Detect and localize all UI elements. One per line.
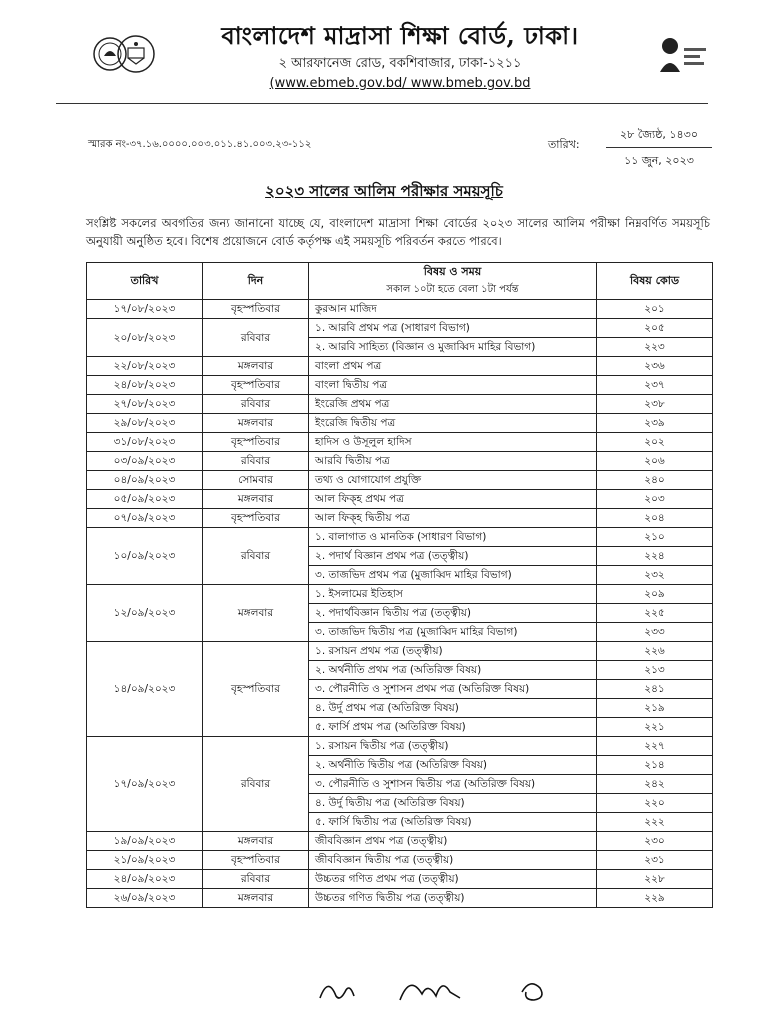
table-row xyxy=(87,509,713,528)
subject-cell: ৫. ফার্সি প্রথম পত্র (অতিরিক্ত বিষয়) xyxy=(309,718,597,737)
table-row xyxy=(87,414,713,433)
subject-cell: ৩. পৌরনীতি ও সুশাসন প্রথম পত্র (অতিরিক্ত বিষয়) xyxy=(309,680,597,699)
exam-day-cell: রবিবার xyxy=(203,319,309,357)
subject-cell: ৩. পৌরনীতি ও সুশাসন দ্বিতীয় পত্র (অতিরিক্ত বিষয়) xyxy=(309,775,597,794)
exam-day-cell: রবিবার xyxy=(203,737,309,832)
exam-day-cell: বৃহস্পতিবার xyxy=(203,433,309,452)
table-row xyxy=(87,851,713,870)
date-english: ১১ জুন, ২০২৩ xyxy=(624,154,694,167)
subject-code-cell: ২৩৭ xyxy=(597,376,713,395)
table-row xyxy=(87,357,713,376)
header-subject-time: সকাল ১০টা হতে বেলা ১টা পর্যন্ত xyxy=(386,284,519,295)
subject-code-cell: ২২৭ xyxy=(597,737,713,756)
exam-day-cell: বৃহস্পতিবার xyxy=(203,851,309,870)
header-subject-title: বিষয় ও সময় xyxy=(423,265,482,278)
subject-code-cell: ২২৬ xyxy=(597,642,713,661)
exam-day-cell: রবিবার xyxy=(203,452,309,471)
exam-day-cell: মঙ্গলবার xyxy=(203,357,309,376)
subject-cell: বাংলা প্রথম পত্র xyxy=(309,357,597,376)
subject-code-cell: ২৩৮ xyxy=(597,395,713,414)
exam-date-cell: ২০/০৮/২০২৩ xyxy=(87,319,203,357)
subject-code-cell: ২২৯ xyxy=(597,889,713,908)
table-row xyxy=(87,452,713,471)
date-bangla: ২৮ জ্যৈষ্ঠ, ১৪৩০ xyxy=(606,126,712,148)
exam-date-cell: ২৭/০৮/২০২৩ xyxy=(87,395,203,414)
subject-cell: ২. অর্থনীতি প্রথম পত্র (অতিরিক্ত বিষয়) xyxy=(309,661,597,680)
subject-cell: আল ফিক্‌হ প্রথম পত্র xyxy=(309,490,597,509)
subject-cell: ৪. উর্দু দ্বিতীয় পত্র (অতিরিক্ত বিষয়) xyxy=(309,794,597,813)
subject-code-cell: ২০১ xyxy=(597,300,713,319)
board-address: ২ আরফানেজ রোড, বকশিবাজার, ঢাকা-১২১১ xyxy=(278,56,522,71)
subject-cell: বাংলা দ্বিতীয় পত্র xyxy=(309,376,597,395)
subject-code-cell: ২৩২ xyxy=(597,566,713,585)
exam-day-cell: মঙ্গলবার xyxy=(203,585,309,642)
subject-code-cell: ২০৩ xyxy=(597,490,713,509)
subject-code-cell: ২২০ xyxy=(597,794,713,813)
exam-day-cell: রবিবার xyxy=(203,870,309,889)
table-row xyxy=(87,376,713,395)
subject-cell: জীববিজ্ঞান দ্বিতীয় পত্র (তত্ত্বীয়) xyxy=(309,851,597,870)
exam-date-cell: ২৪/০৯/২০২৩ xyxy=(87,870,203,889)
subject-code-cell: ২২৩ xyxy=(597,338,713,357)
schedule-body xyxy=(87,300,713,908)
subject-cell: ২. অর্থনীতি দ্বিতীয় পত্র (অতিরিক্ত বিষয়) xyxy=(309,756,597,775)
exam-day-cell: বৃহস্পতিবার xyxy=(203,300,309,319)
exam-date-cell: ২১/০৯/২০২৩ xyxy=(87,851,203,870)
header-subject xyxy=(309,263,597,300)
subject-code-cell: ২৪১ xyxy=(597,680,713,699)
exam-day-cell: মঙ্গলবার xyxy=(203,889,309,908)
subject-code-cell: ২৩৯ xyxy=(597,414,713,433)
subject-cell: তথ্য ও যোগাযোগ প্রযুক্তি xyxy=(309,471,597,490)
exam-date-cell: ১২/০৯/২০২৩ xyxy=(87,585,203,642)
subject-code-cell: ২৩৩ xyxy=(597,623,713,642)
table-row xyxy=(87,528,713,547)
memo-reference: স্মারক নং-৩৭.১৬.০০০০.০০৩.০১১.৪১.০০৩.২৩-১১২ xyxy=(88,139,312,150)
exam-date-cell: ২২/০৮/২০২৩ xyxy=(87,357,203,376)
exam-day-cell: মঙ্গলবার xyxy=(203,490,309,509)
subject-cell: ইংরেজি দ্বিতীয় পত্র xyxy=(309,414,597,433)
table-row xyxy=(87,433,713,452)
subject-cell: আরবি দ্বিতীয় পত্র xyxy=(309,452,597,471)
subject-code-cell: ২০২ xyxy=(597,433,713,452)
exam-date-cell: ২৪/০৮/২০২৩ xyxy=(87,376,203,395)
subject-cell: উচ্চতর গণিত প্রথম পত্র (তত্ত্বীয়) xyxy=(309,870,597,889)
exam-date-cell: ০৫/০৯/২০২৩ xyxy=(87,490,203,509)
subject-code-cell: ২৪০ xyxy=(597,471,713,490)
subject-code-cell: ২২৫ xyxy=(597,604,713,623)
table-row xyxy=(87,490,713,509)
exam-day-cell: বৃহস্পতিবার xyxy=(203,376,309,395)
subject-code-cell: ২০৪ xyxy=(597,509,713,528)
exam-day-cell: রবিবার xyxy=(203,395,309,414)
letterhead xyxy=(0,0,768,104)
subject-cell: ২. পদার্থ বিজ্ঞান প্রথম পত্র (তত্ত্বীয়) xyxy=(309,547,597,566)
subject-code-cell: ২২৮ xyxy=(597,870,713,889)
subject-code-cell: ২১৪ xyxy=(597,756,713,775)
exam-day-cell: বৃহস্পতিবার xyxy=(203,509,309,528)
table-row xyxy=(87,737,713,756)
table-row xyxy=(87,471,713,490)
subject-cell: আল ফিক্‌হ দ্বিতীয় পত্র xyxy=(309,509,597,528)
subject-code-cell: ২০৯ xyxy=(597,585,713,604)
exam-date-cell: ৩১/০৮/২০২৩ xyxy=(87,433,203,452)
subject-cell: ৩. তাজভিদ দ্বিতীয় পত্র (মুজাব্বিদ মাহির বিভাগ) xyxy=(309,623,597,642)
signatures xyxy=(300,970,600,1010)
header-day: দিন xyxy=(203,263,309,300)
subject-code-cell: ২২১ xyxy=(597,718,713,737)
exam-date-cell: ১০/০৯/২০২৩ xyxy=(87,528,203,585)
date-label: তারিখ: xyxy=(548,138,580,151)
subject-cell: উচ্চতর গণিত দ্বিতীয় পত্র (তত্ত্বীয়) xyxy=(309,889,597,908)
subject-cell: ১. রসায়ন দ্বিতীয় পত্র (তত্ত্বীয়) xyxy=(309,737,597,756)
subject-code-cell: ২১৯ xyxy=(597,699,713,718)
table-row xyxy=(87,300,713,319)
mujib-centenary-logo-icon xyxy=(654,28,710,76)
exam-date-cell: ১৭/০৮/২০২৩ xyxy=(87,300,203,319)
exam-day-cell: রবিবার xyxy=(203,528,309,585)
subject-code-cell: ২২৪ xyxy=(597,547,713,566)
exam-date-cell: ১৯/০৯/২০২৩ xyxy=(87,832,203,851)
subject-cell: কুরআন মাজিদ xyxy=(309,300,597,319)
exam-date-cell: ১৭/০৯/২০২৩ xyxy=(87,737,203,832)
subject-cell: ৩. তাজভিদ প্রথম পত্র (মুজাব্বিদ মাহির বিভাগ) xyxy=(309,566,597,585)
exam-day-cell: মঙ্গলবার xyxy=(203,832,309,851)
date-block xyxy=(606,126,712,171)
subject-cell: ২. পদার্থবিজ্ঞান দ্বিতীয় পত্র (তত্ত্বীয়) xyxy=(309,604,597,623)
subject-cell: ৪. উর্দু প্রথম পত্র (অতিরিক্ত বিষয়) xyxy=(309,699,597,718)
exam-date-cell: ২৬/০৯/২০২৩ xyxy=(87,889,203,908)
intro-paragraph: সংশ্লিষ্ট সকলের অবগতির জন্য জানানো যাচ্ছে যে, বাংলাদেশ মাদ্রাসা শিক্ষা বোর্ডের ২০২৩ সালের আলিম পরীক্ষা নিম্নবর্ণিত সময়সূচি অনুযায়ী অনুষ্ঠিত হবে। বিশেষ প্রয়োজনে বোর্ড কর্তৃপক্ষ এই সময়সূচি পরিবর্তন করতে পারবে। xyxy=(86,216,710,248)
subject-cell: ২. আরবি সাহিত্য (বিজ্ঞান ও মুজাব্বিদ মাহির বিভাগ) xyxy=(309,338,597,357)
table-row xyxy=(87,870,713,889)
exam-day-cell: মঙ্গলবার xyxy=(203,414,309,433)
subject-cell: জীববিজ্ঞান প্রথম পত্র (তত্ত্বীয়) xyxy=(309,832,597,851)
exam-day-cell: সোমবার xyxy=(203,471,309,490)
subject-code-cell: ২১৩ xyxy=(597,661,713,680)
subject-code-cell: ২০৫ xyxy=(597,319,713,338)
header-code: বিষয় কোড xyxy=(597,263,713,300)
exam-schedule-table xyxy=(86,262,713,908)
table-row xyxy=(87,395,713,414)
document-title: ২০২৩ সালের আলিম পরীক্ষার সময়সূচি xyxy=(265,182,503,200)
board-name: বাংলাদেশ মাদ্রাসা শিক্ষা বোর্ড, ঢাকা। xyxy=(221,21,579,50)
subject-cell: ৫. ফার্সি দ্বিতীয় পত্র (অতিরিক্ত বিষয়) xyxy=(309,813,597,832)
subject-code-cell: ২২২ xyxy=(597,813,713,832)
header-date: তারিখ xyxy=(87,263,203,300)
exam-date-cell: ১৪/০৯/২০২৩ xyxy=(87,642,203,737)
board-website-link[interactable]: (www.ebmeb.gov.bd/ www.bmeb.gov.bd xyxy=(269,76,531,91)
subject-cell: ১. বালাগাত ও মানতিক (সাধারণ বিভাগ) xyxy=(309,528,597,547)
subject-cell: ১. রসায়ন প্রথম পত্র (তত্ত্বীয়) xyxy=(309,642,597,661)
exam-date-cell: ২৯/০৮/২০২৩ xyxy=(87,414,203,433)
table-header-row xyxy=(87,263,713,300)
header-divider xyxy=(56,103,708,104)
subject-cell: ইংরেজি প্রথম পত্র xyxy=(309,395,597,414)
subject-cell: হাদিস ও উসূলুল হাদিস xyxy=(309,433,597,452)
table-row xyxy=(87,889,713,908)
table-row xyxy=(87,585,713,604)
exam-date-cell: ০৪/০৯/২০২৩ xyxy=(87,471,203,490)
exam-date-cell: ০৭/০৯/২০২৩ xyxy=(87,509,203,528)
subject-code-cell: ২১০ xyxy=(597,528,713,547)
subject-code-cell: ২৩৬ xyxy=(597,357,713,376)
table-row xyxy=(87,832,713,851)
exam-day-cell: বৃহস্পতিবার xyxy=(203,642,309,737)
subject-code-cell: ২৩০ xyxy=(597,832,713,851)
subject-code-cell: ২০৬ xyxy=(597,452,713,471)
subject-cell: ১. ইসলামের ইতিহাস xyxy=(309,585,597,604)
subject-code-cell: ২৩১ xyxy=(597,851,713,870)
table-row xyxy=(87,319,713,338)
subject-cell: ১. আরবি প্রথম পত্র (সাধারণ বিভাগ) xyxy=(309,319,597,338)
table-row xyxy=(87,642,713,661)
subject-code-cell: ২৪২ xyxy=(597,775,713,794)
exam-date-cell: ০৩/০৯/২০২৩ xyxy=(87,452,203,471)
